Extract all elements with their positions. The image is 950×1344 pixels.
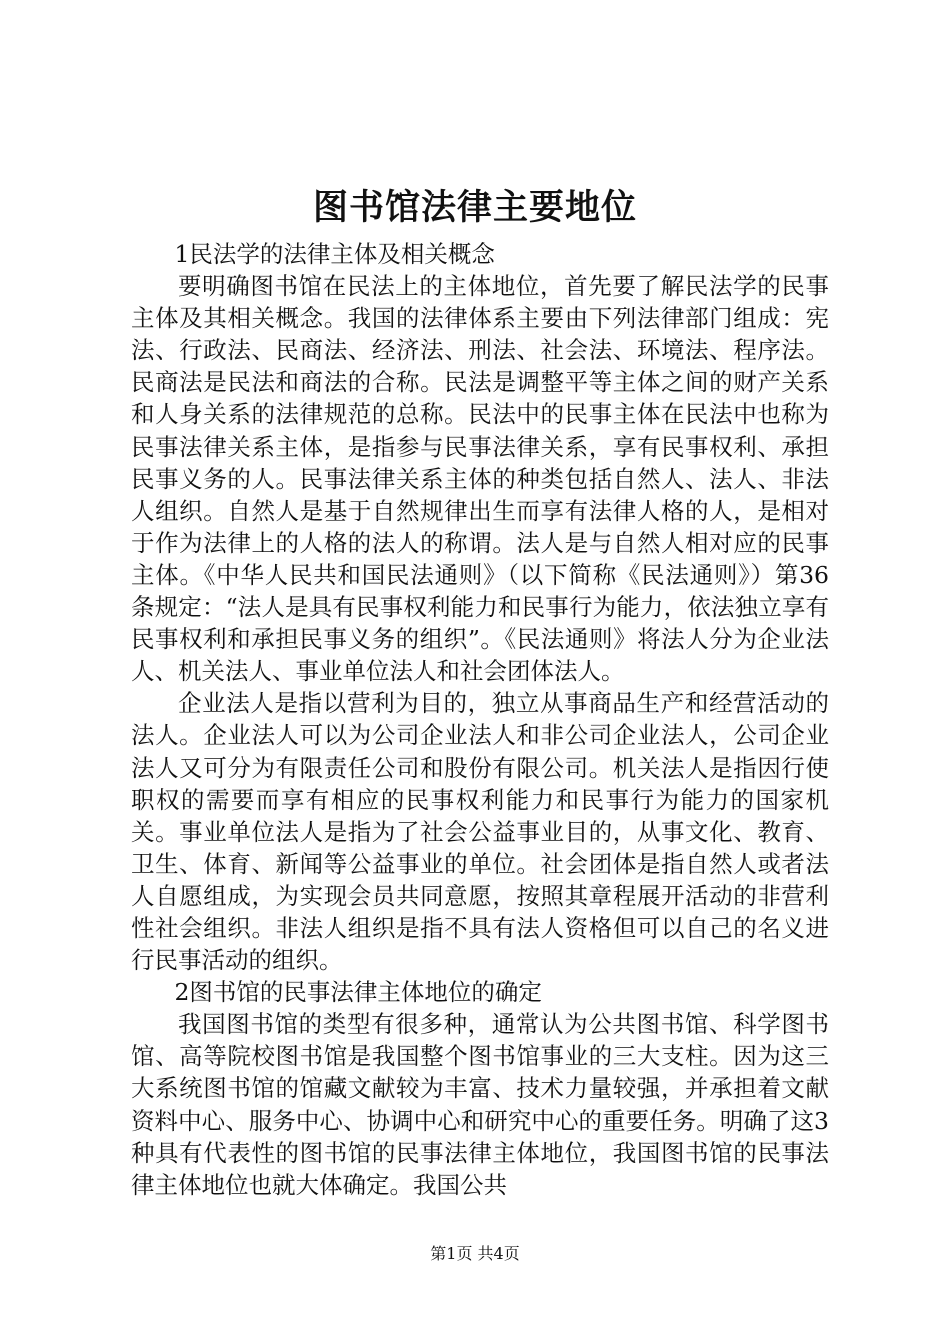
section-heading-2: 2图书馆的民事法律主体地位的确定: [174, 978, 542, 1007]
paragraph-1: 要明确图书馆在民法上的主体地位，首先要了解民法学的民事主体及其相关概念。我国的法律体系主要由下列法律部门组成：宪法、行政法、民商法、经济法、刑法、社会法、环境法、程序法。民商法是民法和商法的合称。民法是调整平等主体之间的财产关系和人身关系的法律规范的总称。民法中的民事主体在民法中也称为民事法律关系主体，是指参与民事法律关系，享有民事权利、承担民事义务的人。民事法律关系主体的种类包括自然人、法人、非法人组织。自然人是基于自然规律出生而享有法律人格的人，是相对于作为法律上的人格的法人的称谓。法人是与自然人相对应的民事主体。《中华人民共和国民法通则》（以下简称《民法通则》）第36条规定：“法人是具有民事权利能力和民事行为能力，依法独立享有民事权利和承担民事义务的组织”。《民法通则》将法人分为企业法人、机关法人、事业单位法人和社会团体法人。: [131, 272, 829, 686]
paragraph-3: 我国图书馆的类型有很多种，通常认为公共图书馆、科学图书馆、高等院校图书馆是我国整个图书馆事业的三大支柱。因为这三大系统图书馆的馆藏文献较为丰富、技术力量较强，并承担着文献资料中心、服务中心、协调中心和研究中心的重要任务。明确了这3种具有代表性的图书馆的民事法律主体地位，我国图书馆的民事法律主体地位也就大体确定。我国公共: [131, 1010, 829, 1199]
paragraph-2: 企业法人是指以营利为目的，独立从事商品生产和经营活动的法人。企业法人可以为公司企业法人和非公司企业法人，公司企业法人又可分为有限责任公司和股份有限公司。机关法人是指因行使职权的需要而享有相应的民事权利能力和民事行为能力的国家机关。事业单位法人是指为了社会公益事业目的，从事文化、教育、卫生、体育、新闻等公益事业的单位。社会团体是指自然人或者法人自愿组成，为实现会员共同意愿，按照其章程展开活动的非营利性社会组织。非法人组织是指不具有法人资格但可以自己的名义进行民事活动的组织。: [131, 689, 829, 975]
page-number-footer: 第1页 共4页: [430, 1244, 520, 1263]
document-body: [131, 238, 829, 1201]
section-heading-1: 1民法学的法律主体及相关概念: [174, 240, 495, 268]
document-title: 图书馆法律主要地位: [312, 187, 637, 228]
